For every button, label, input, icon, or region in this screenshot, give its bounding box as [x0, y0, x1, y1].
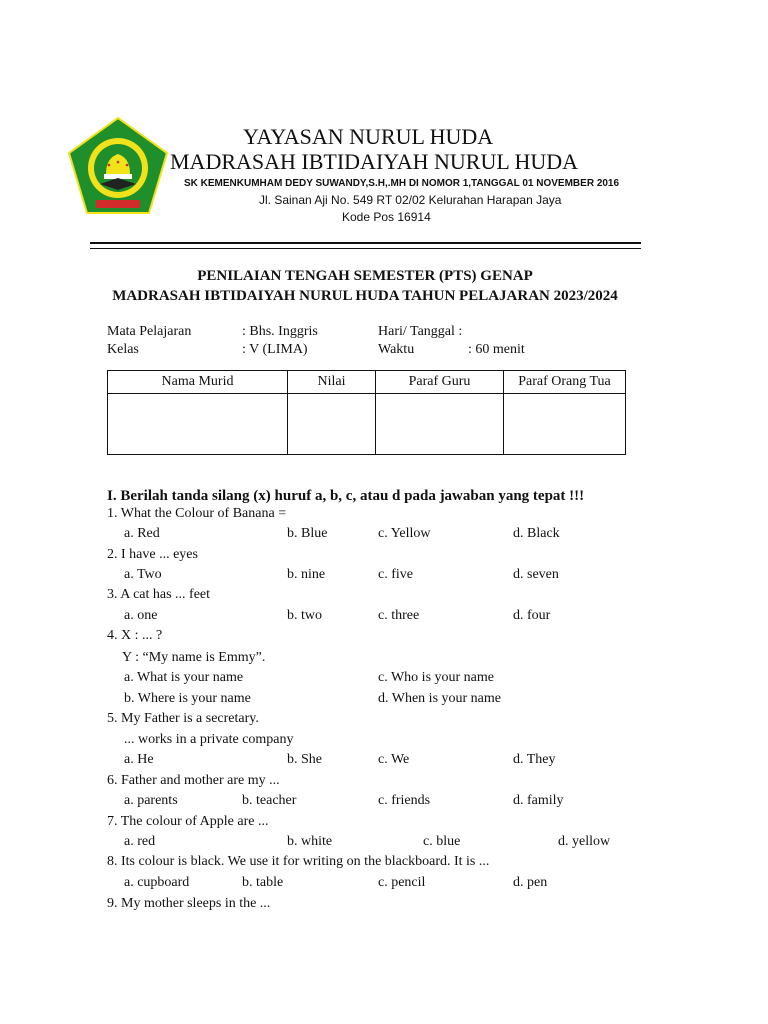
question-4-dialog: Y : “My name is Emmy”.	[122, 650, 266, 665]
header-score: Nilai	[288, 371, 376, 394]
score-table	[107, 370, 626, 455]
q7-option-d[interactable]: d. yellow	[558, 834, 611, 849]
q3-option-a[interactable]: a. one	[124, 608, 158, 623]
question-5-sentence: ... works in a private company	[124, 732, 294, 747]
q8-option-c[interactable]: c. pencil	[378, 875, 426, 890]
q6-option-c[interactable]: c. friends	[378, 793, 431, 808]
q1-option-c[interactable]: c. Yellow	[378, 526, 431, 541]
q2-option-b[interactable]: b. nine	[287, 567, 326, 582]
class-label: Kelas	[107, 342, 139, 357]
q8-option-d[interactable]: d. pen	[513, 875, 548, 890]
cell-score[interactable]	[288, 394, 376, 455]
q4-option-c[interactable]: c. Who is your name	[378, 670, 494, 685]
class-value: : V (LIMA)	[242, 342, 308, 357]
q2-option-a[interactable]: a. Two	[124, 567, 162, 582]
foundation-name: YAYASAN NURUL HUDA	[243, 124, 494, 149]
header-parent-sign: Paraf Orang Tua	[504, 371, 626, 394]
q2-option-c[interactable]: c. five	[378, 567, 413, 582]
question-7: 7. The colour of Apple are ...	[107, 814, 269, 829]
exam-title: PENILAIAN TENGAH SEMESTER (PTS) GENAP	[197, 268, 533, 284]
question-2: 2. I have ... eyes	[107, 547, 198, 562]
q6-option-a[interactable]: a. parents	[124, 793, 178, 808]
header-student-name: Nama Murid	[108, 371, 288, 394]
q5-option-a[interactable]: a. He	[124, 752, 154, 767]
postal-code: Kode Pos 16914	[342, 210, 431, 224]
decree-line: SK KEMENKUMHAM DEDY SUWANDY,S.H,.MH DI NOMOR 1,TANGGAL 01 NOVEMBER 2016	[184, 178, 620, 189]
question-6: 6. Father and mother are my ...	[107, 773, 280, 788]
subject-value: : Bhs. Inggris	[242, 324, 318, 339]
question-5: 5. My Father is a secretary.	[107, 711, 259, 726]
q4-option-d[interactable]: d. When is your name	[378, 691, 501, 706]
q5-option-b[interactable]: b. She	[287, 752, 322, 767]
cell-parent-sign[interactable]	[504, 394, 626, 455]
address-line: Jl. Sainan Aji No. 549 RT 02/02 Kelurahan Harapan Jaya	[259, 193, 562, 207]
question-4: 4. X : ... ?	[107, 628, 163, 643]
question-8: 8. Its colour is black. We use it for writing on the blackboard. It is ...	[107, 854, 490, 869]
q3-option-c[interactable]: c. three	[378, 608, 420, 623]
q8-option-a[interactable]: a. cupboard	[124, 875, 190, 890]
cell-student-name[interactable]	[108, 394, 288, 455]
question-9: 9. My mother sleeps in the ...	[107, 896, 271, 911]
q6-option-b[interactable]: b. teacher	[242, 793, 297, 808]
header-teacher-sign: Paraf Guru	[376, 371, 504, 394]
q4-option-a[interactable]: a. What is your name	[124, 670, 244, 685]
school-logo	[66, 116, 170, 216]
q1-option-d[interactable]: d. Black	[513, 526, 560, 541]
cell-teacher-sign[interactable]	[376, 394, 504, 455]
exam-subtitle: MADRASAH IBTIDAIYAH NURUL HUDA TAHUN PELAJARAN 2023/2024	[112, 288, 618, 304]
q8-option-b[interactable]: b. table	[242, 875, 284, 890]
q4-option-b[interactable]: b. Where is your name	[124, 691, 251, 706]
question-1: 1. What the Colour of Banana =	[107, 506, 287, 521]
q2-option-d[interactable]: d. seven	[513, 567, 559, 582]
q5-option-d[interactable]: d. They	[513, 752, 556, 767]
q1-option-a[interactable]: a. Red	[124, 526, 160, 541]
header-rule-thick	[90, 242, 641, 244]
school-name: MADRASAH IBTIDAIYAH NURUL HUDA	[170, 149, 579, 174]
q6-option-d[interactable]: d. family	[513, 793, 564, 808]
date-label: Hari/ Tanggal :	[378, 324, 463, 339]
question-3: 3. A cat has ... feet	[107, 587, 211, 602]
subject-label: Mata Pelajaran	[107, 324, 192, 339]
time-label: Waktu	[378, 342, 415, 357]
q7-option-a[interactable]: a. red	[124, 834, 156, 849]
q5-option-c[interactable]: c. We	[378, 752, 410, 767]
q7-option-b[interactable]: b. white	[287, 834, 333, 849]
q7-option-c[interactable]: c. blue	[423, 834, 461, 849]
header-rule-thin	[90, 248, 641, 249]
q3-option-d[interactable]: d. four	[513, 608, 551, 623]
instruction: I. Berilah tanda silang (x) huruf a, b, c, atau d pada jawaban yang tepat !!!	[107, 488, 585, 504]
q3-option-b[interactable]: b. two	[287, 608, 322, 623]
time-value: : 60 menit	[468, 342, 525, 357]
q1-option-b[interactable]: b. Blue	[287, 526, 328, 541]
